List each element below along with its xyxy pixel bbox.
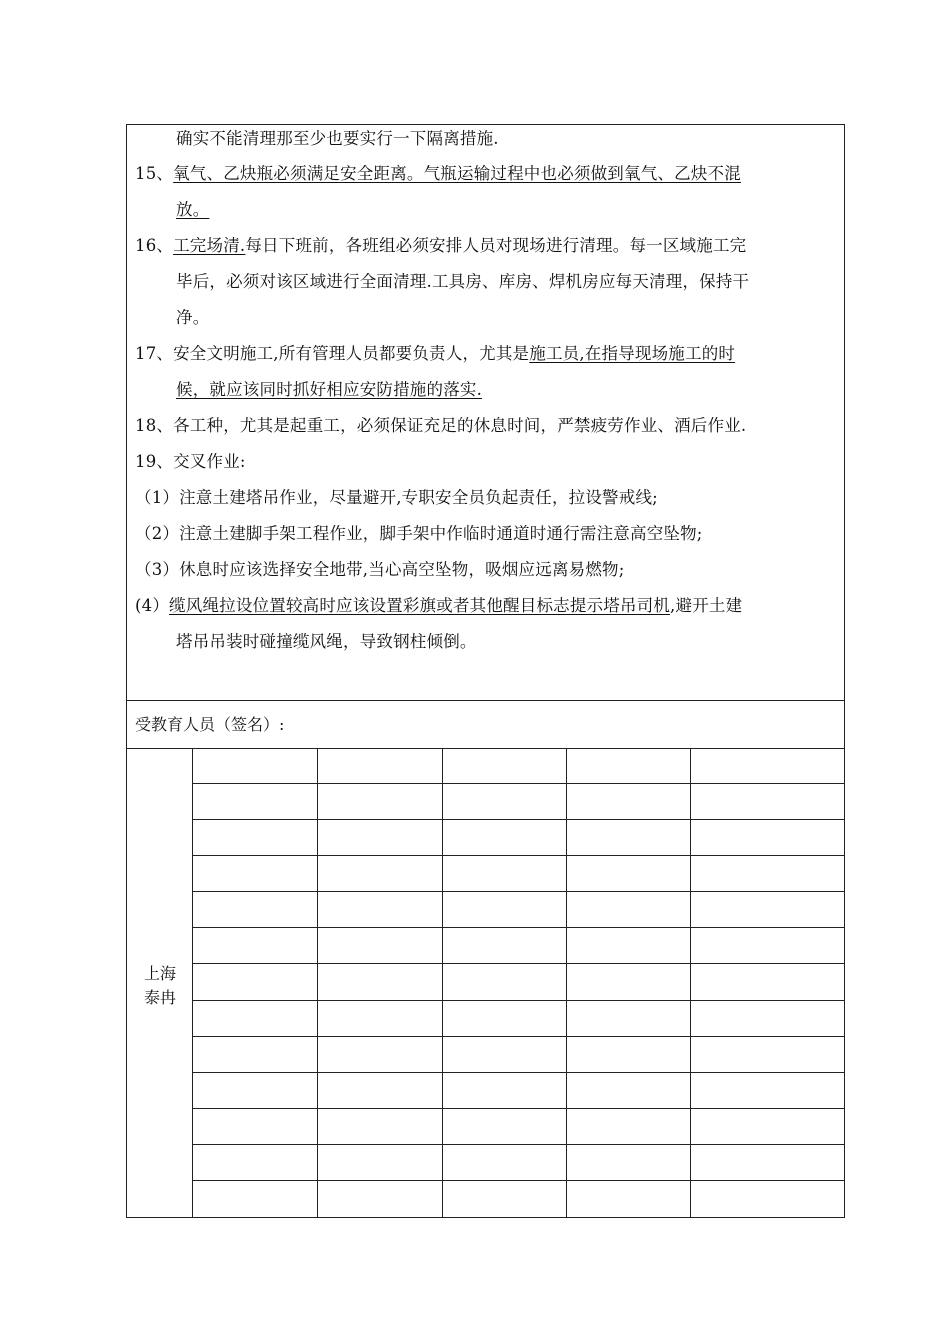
signature-cell[interactable] bbox=[318, 856, 443, 892]
signature-cell[interactable] bbox=[193, 1037, 318, 1073]
text-line bbox=[135, 164, 741, 184]
signature-cell[interactable] bbox=[691, 1145, 844, 1181]
signature-cell[interactable] bbox=[318, 928, 443, 964]
signature-cell[interactable] bbox=[443, 820, 567, 856]
text-line bbox=[135, 344, 735, 364]
text-line bbox=[135, 452, 246, 472]
signature-cell[interactable] bbox=[318, 1001, 443, 1037]
text-segment: 确实不能清理那至少也要实行一下隔离措施. bbox=[176, 129, 499, 148]
text-line bbox=[135, 236, 746, 256]
company-cell bbox=[127, 748, 193, 1217]
text-line bbox=[176, 200, 209, 220]
signature-cell[interactable] bbox=[193, 928, 318, 964]
signature-cell[interactable] bbox=[443, 964, 567, 1000]
signature-cell[interactable] bbox=[443, 856, 567, 892]
underlined-text: 施工员,在指导现场施工的时 bbox=[529, 344, 736, 363]
safety-text-block bbox=[127, 125, 844, 700]
signature-cell[interactable] bbox=[318, 1073, 443, 1109]
text-segment: (4） bbox=[135, 596, 170, 615]
text-segment: （2）注意土建脚手架工程作业，脚手架中作临时通道时通行需注意高空坠物; bbox=[135, 524, 703, 543]
signature-cell[interactable] bbox=[691, 1181, 844, 1217]
signature-cell[interactable] bbox=[318, 964, 443, 1000]
text-line bbox=[135, 560, 625, 580]
signature-cell[interactable] bbox=[193, 892, 318, 928]
text-segment: 16、 bbox=[135, 236, 174, 255]
signature-cell[interactable] bbox=[567, 1109, 691, 1145]
text-segment: （3）休息时应该选择安全地带,当心高空坠物，吸烟应远离易燃物; bbox=[135, 560, 625, 579]
document-frame bbox=[126, 124, 845, 1218]
signature-cell[interactable] bbox=[318, 784, 443, 820]
signature-cell[interactable] bbox=[567, 1037, 691, 1073]
signature-cell[interactable] bbox=[691, 784, 844, 820]
text-segment: 18、各工种，尤其是起重工，必须保证充足的休息时间，严禁疲劳作业、酒后作业. bbox=[135, 416, 747, 435]
signature-cell[interactable] bbox=[443, 1109, 567, 1145]
underlined-text: 缆风绳拉设位置较高时应该设置彩旗或者其他醒目标志提示塔吊司机 bbox=[169, 596, 671, 615]
underlined-text: 候，就应该同时抓好相应安防措施的落实. bbox=[176, 380, 483, 399]
signature-cell[interactable] bbox=[567, 748, 691, 784]
signature-cell[interactable] bbox=[193, 820, 318, 856]
underlined-text: 工完场清. bbox=[173, 236, 246, 255]
text-line bbox=[135, 524, 703, 544]
text-line bbox=[135, 416, 746, 436]
signature-cell[interactable] bbox=[443, 1001, 567, 1037]
signature-cell[interactable] bbox=[567, 820, 691, 856]
signature-cell[interactable] bbox=[691, 928, 844, 964]
signature-cell[interactable] bbox=[567, 1145, 691, 1181]
signature-cell[interactable] bbox=[443, 1181, 567, 1217]
signature-cell[interactable] bbox=[691, 820, 844, 856]
signature-cell[interactable] bbox=[691, 964, 844, 1000]
signature-cell[interactable] bbox=[691, 1001, 844, 1037]
signature-cell[interactable] bbox=[318, 892, 443, 928]
signature-cell[interactable] bbox=[691, 1037, 844, 1073]
text-line bbox=[176, 308, 209, 328]
divider-line bbox=[127, 700, 844, 701]
signature-cell[interactable] bbox=[193, 1181, 318, 1217]
text-line bbox=[135, 596, 742, 616]
signature-cell[interactable] bbox=[193, 784, 318, 820]
signature-cell[interactable] bbox=[318, 1109, 443, 1145]
signature-cell[interactable] bbox=[691, 1109, 844, 1145]
signature-cell[interactable] bbox=[193, 1001, 318, 1037]
text-segment: 17、安全文明施工,所有管理人员都要负责人，尤其是 bbox=[135, 344, 530, 363]
signature-cell[interactable] bbox=[567, 784, 691, 820]
signature-cell[interactable] bbox=[318, 820, 443, 856]
signature-cell[interactable] bbox=[443, 892, 567, 928]
signature-cell[interactable] bbox=[193, 1109, 318, 1145]
signature-cell[interactable] bbox=[443, 928, 567, 964]
signature-grid bbox=[127, 748, 844, 1217]
signature-cell[interactable] bbox=[691, 748, 844, 784]
signature-cell[interactable] bbox=[443, 748, 567, 784]
company-name bbox=[127, 962, 193, 1010]
signature-cell[interactable] bbox=[691, 1073, 844, 1109]
signature-cell[interactable] bbox=[691, 856, 844, 892]
signature-cell[interactable] bbox=[193, 964, 318, 1000]
underlined-text: 氧气、乙炔瓶必须满足安全距离。气瓶运输过程中也必须做到氧气、乙炔不混 bbox=[173, 164, 741, 183]
text-segment: （1）注意土建塔吊作业，尽量避开,专职安全员负起责任，拉设警戒线; bbox=[135, 488, 658, 507]
text-segment: 19、交叉作业: bbox=[135, 452, 246, 471]
text-line bbox=[176, 272, 749, 292]
text-segment: ,避开土建 bbox=[670, 596, 743, 615]
signature-cell[interactable] bbox=[567, 892, 691, 928]
signature-cell[interactable] bbox=[567, 1181, 691, 1217]
signature-cell[interactable] bbox=[691, 892, 844, 928]
text-line bbox=[135, 488, 658, 508]
signature-cell[interactable] bbox=[443, 1073, 567, 1109]
signature-cell[interactable] bbox=[567, 964, 691, 1000]
text-line bbox=[176, 129, 499, 149]
text-segment: 塔吊吊装时碰撞缆风绳，导致钢柱倾倒。 bbox=[176, 632, 477, 651]
underlined-text: 放。 bbox=[176, 200, 210, 219]
company-name-line1: 上海 bbox=[143, 964, 176, 983]
signature-cell[interactable] bbox=[193, 856, 318, 892]
company-name-line2: 泰冉 bbox=[143, 988, 176, 1007]
signature-cell[interactable] bbox=[443, 784, 567, 820]
sign-label: 受教育人员（签名）: bbox=[135, 715, 285, 734]
signature-cell[interactable] bbox=[567, 1073, 691, 1109]
signature-cell[interactable] bbox=[567, 928, 691, 964]
signature-cell[interactable] bbox=[193, 748, 318, 784]
text-segment: 每日下班前，各班组必须安排人员对现场进行清理。每一区域施工完 bbox=[245, 236, 747, 255]
signature-cell[interactable] bbox=[318, 1181, 443, 1217]
text-segment: 15、 bbox=[135, 164, 174, 183]
text-segment: 毕后，必须对该区域进行全面清理.工具房、库房、焊机房应每天清理，保持干 bbox=[176, 272, 750, 291]
signature-cell[interactable] bbox=[443, 1145, 567, 1181]
text-line bbox=[176, 632, 477, 652]
text-line bbox=[176, 380, 482, 400]
signature-cell[interactable] bbox=[567, 856, 691, 892]
signature-cell[interactable] bbox=[567, 1001, 691, 1037]
signature-cell[interactable] bbox=[193, 1073, 318, 1109]
signature-cell[interactable] bbox=[318, 1037, 443, 1073]
signature-cell[interactable] bbox=[443, 1037, 567, 1073]
signature-cell[interactable] bbox=[318, 1145, 443, 1181]
signature-cell[interactable] bbox=[318, 748, 443, 784]
text-segment: 净。 bbox=[176, 308, 210, 327]
signature-cell[interactable] bbox=[193, 1145, 318, 1181]
